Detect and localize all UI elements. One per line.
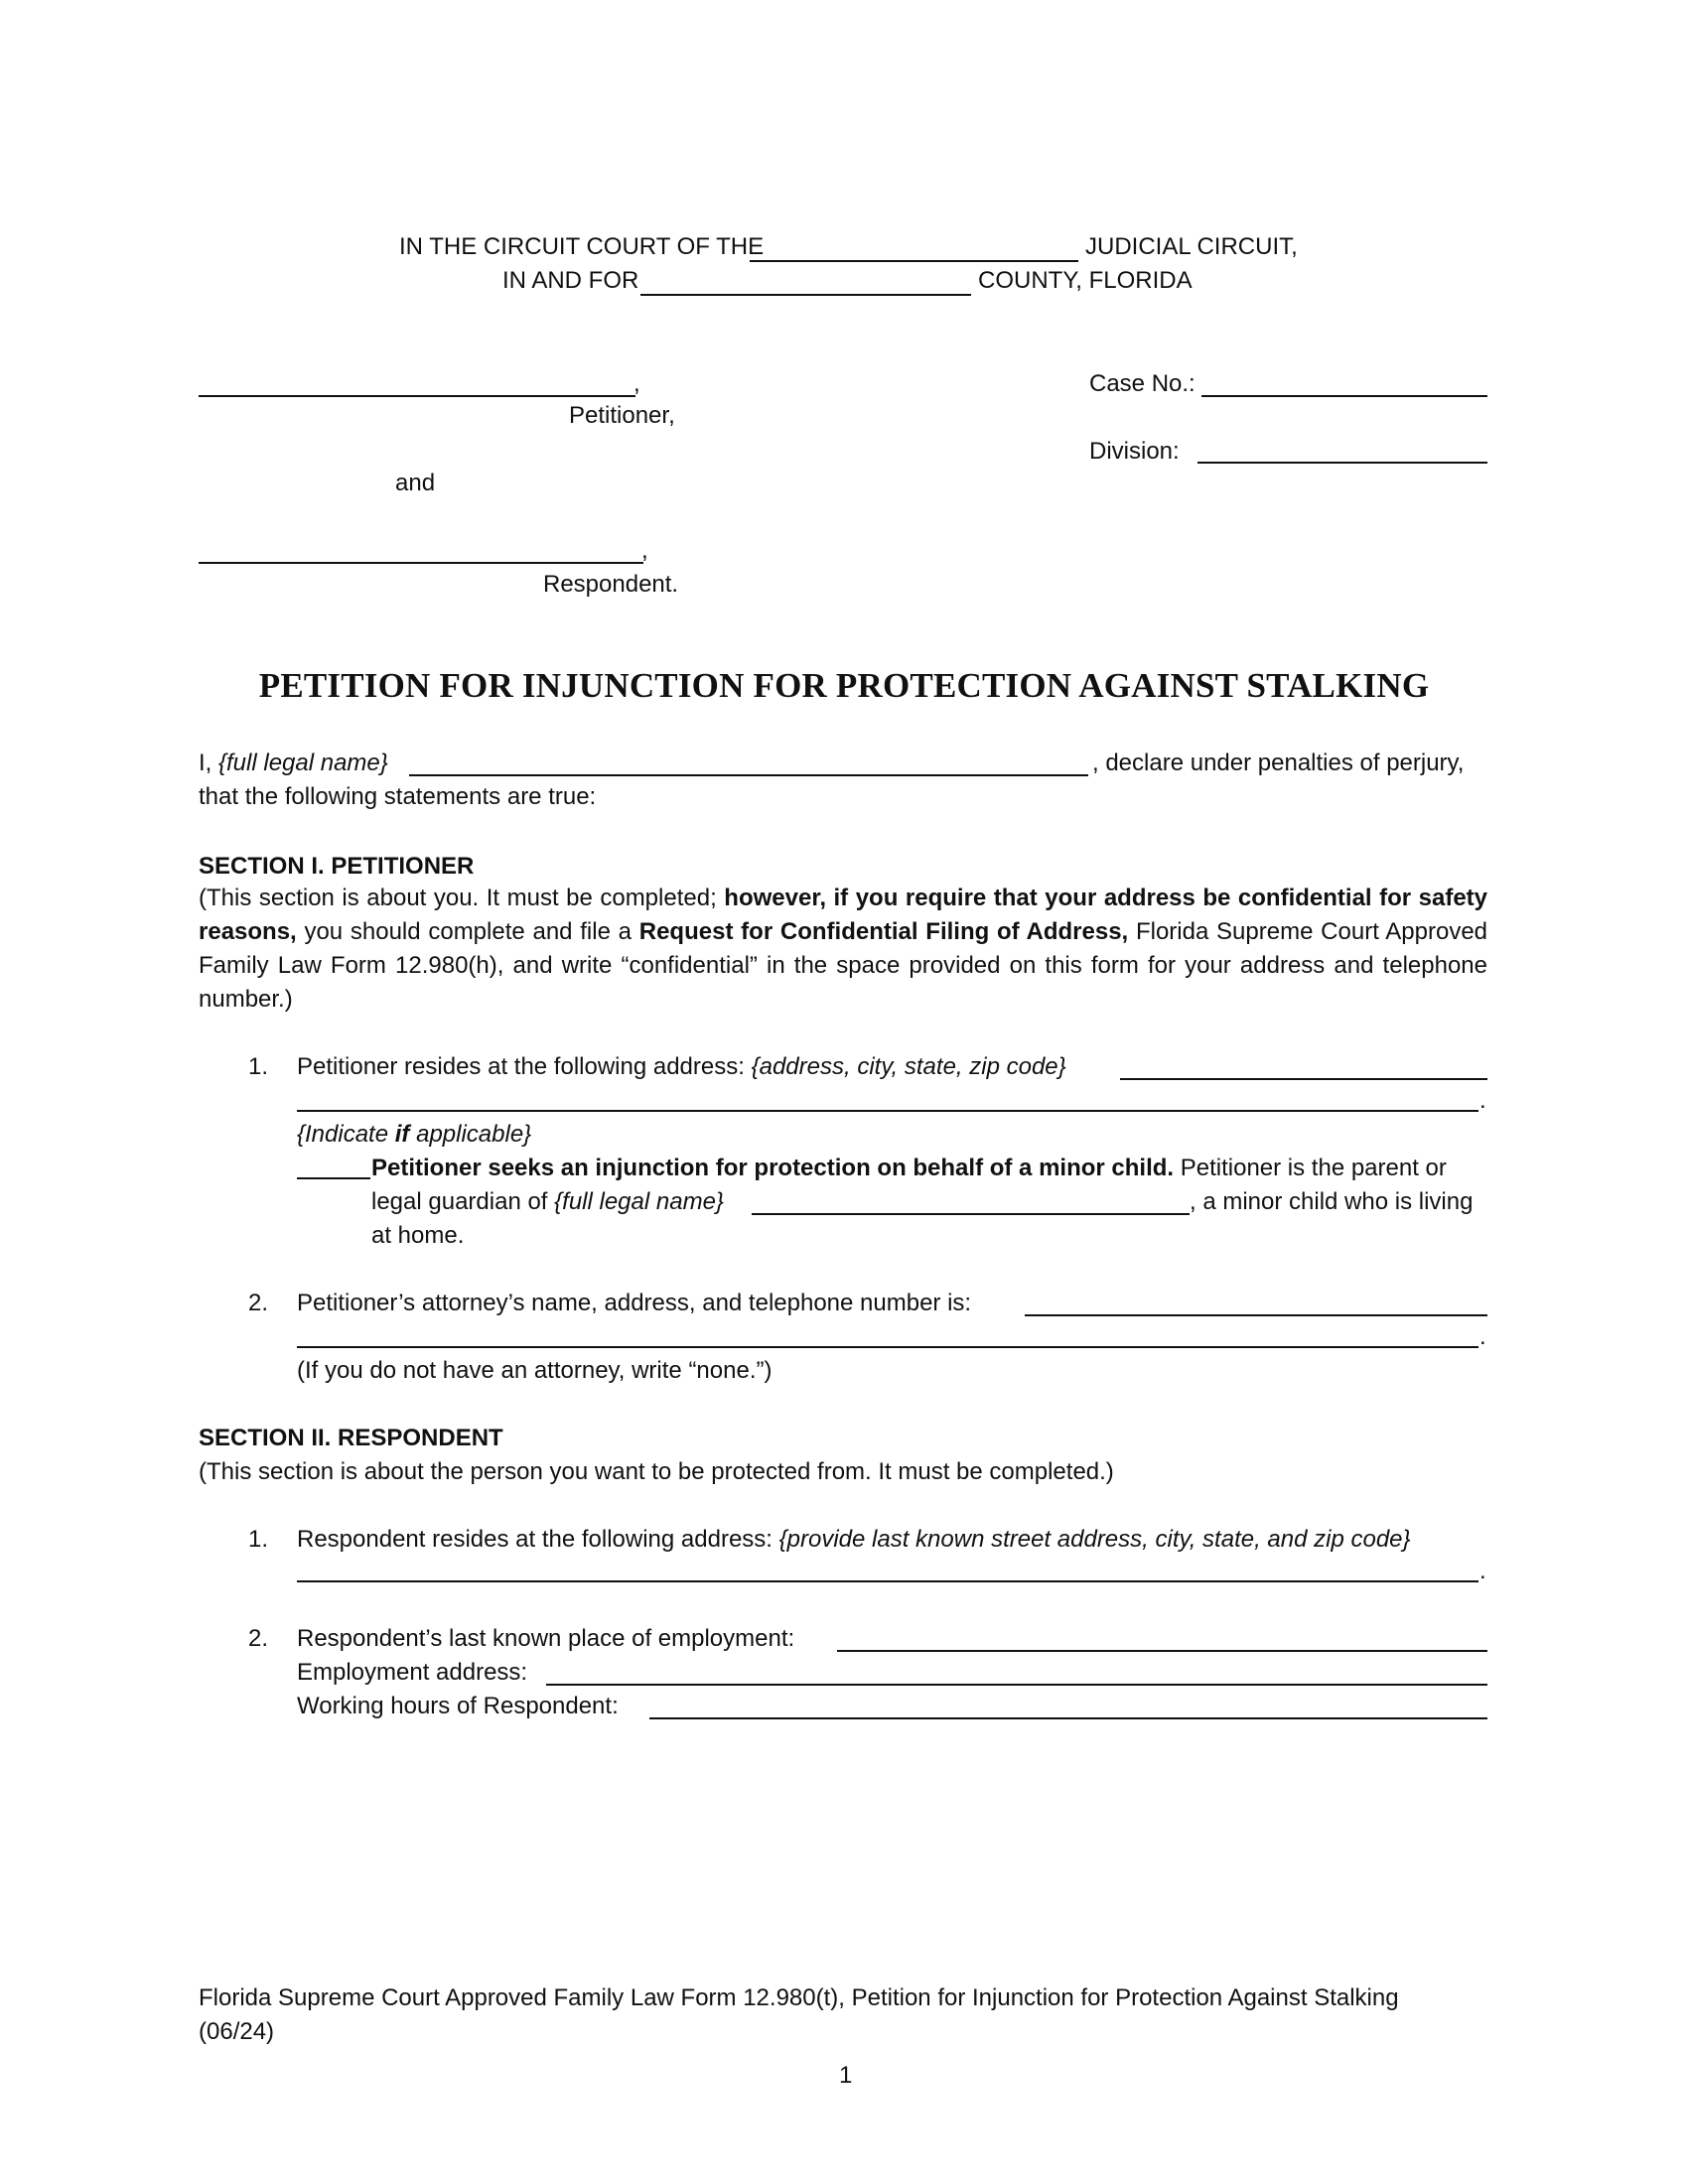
attorney-info-blank-2[interactable] [297,1346,1478,1348]
petitioner-comma: , [633,370,640,397]
section1-heading: SECTION I. PETITIONER [199,853,475,880]
section1-intro [199,882,1487,1017]
judicial-circuit-blank[interactable] [750,260,1078,262]
s1-item1-hint: {address, city, state, zip code} [751,1053,1066,1080]
s2-item2-number: 2. [248,1625,269,1652]
declaration-suffix: , declare under penalties of perjury, [1092,750,1465,776]
indicate-if: if [394,1121,410,1148]
s1-item1-label: Petitioner resides at the following address: [297,1053,752,1080]
s1-item1-period: . [1479,1087,1486,1114]
page-number: 1 [839,2062,853,2089]
footer-form-line: Florida Supreme Court Approved Family Law Form 12.980(t), Petition for Injunction for Protection Against Stalking [199,1984,1399,2011]
case-no-blank[interactable] [1201,395,1487,397]
minor-child-text: Petitioner is the parent or [1174,1155,1447,1181]
petitioner-label: Petitioner, [569,402,675,429]
s1-item1-text [297,1050,1066,1084]
footer [199,1981,1489,2049]
minor-child-bold: Petitioner seeks an injunction for protection on behalf of a minor child. [371,1155,1175,1181]
minor-line2-hint: {full legal name} [554,1188,724,1215]
employment-label: Respondent’s last known place of employment: [297,1625,795,1652]
respondent-address-blank[interactable] [297,1580,1478,1582]
minor-line2-suffix: , a minor child who is living [1190,1188,1474,1215]
minor-child-name-blank[interactable] [752,1213,1190,1215]
employment-blank[interactable] [837,1650,1487,1652]
s2-item1-period: . [1479,1558,1486,1584]
petitioner-address-blank-2[interactable] [297,1110,1478,1112]
minor-line3: at home. [371,1222,465,1249]
indicate-part1: {Indicate [297,1121,395,1148]
s1-item1-number: 1. [248,1053,269,1080]
minor-child-checkbox-blank[interactable] [297,1177,370,1179]
section2-heading: SECTION II. RESPONDENT [199,1425,503,1451]
declaration-prefix: I, [199,750,212,776]
s2-item1-text [297,1523,1411,1557]
section1-intro-part2: you should complete and file a [296,918,639,945]
s1-item2-text: Petitioner’s attorney’s name, address, and telephone number is: [297,1290,972,1316]
county-blank[interactable] [640,294,971,296]
petitioner-name-blank[interactable] [199,395,635,397]
attorney-info-blank[interactable] [1025,1314,1487,1316]
indicate-applicable [297,1118,531,1152]
s1-item2-period: . [1479,1323,1486,1350]
employment-address-label: Employment address: [297,1659,528,1686]
court-line-suffix: JUDICIAL CIRCUIT, [1085,233,1298,260]
minor-line2-prefix: legal guardian of [371,1188,555,1215]
indicate-part2: applicable} [409,1121,532,1148]
respondent-label: Respondent. [543,571,679,598]
employment-address-blank[interactable] [546,1684,1487,1686]
minor-child-line1 [371,1152,1447,1185]
s2-item1-hint: {provide last known street address, city, state, and zip code} [778,1526,1411,1553]
section1-intro-bold1: however, if you require that your address be confidential for safety reasons, [199,885,1488,945]
declaration-name-hint: {full legal name} [218,750,388,776]
case-no-label: Case No.: [1089,370,1196,397]
s2-item1-label: Respondent resides at the following address: [297,1526,779,1553]
division-blank[interactable] [1197,462,1487,464]
s2-item1-number: 1. [248,1526,269,1553]
county-line-prefix: IN AND FOR [502,267,639,294]
declaration-line2: that the following statements are true: [199,783,597,810]
s1-item2-note: (If you do not have an attorney, write “none.”) [297,1357,773,1384]
section1-intro-bold2: Request for Confidential Filing of Address, [638,918,1129,945]
respondent-comma: , [641,537,648,564]
petitioner-address-blank[interactable] [1120,1078,1487,1080]
working-hours-label: Working hours of Respondent: [297,1693,619,1719]
county-line-suffix: COUNTY, FLORIDA [978,267,1193,294]
section2-intro: (This section is about the person you want to be protected from. It must be completed.) [199,1458,1114,1485]
section1-intro-part1: (This section is about you. It must be completed; [199,885,725,911]
s1-item2-number: 2. [248,1290,269,1316]
declarant-name-blank[interactable] [409,774,1088,776]
document-title: PETITION FOR INJUNCTION FOR PROTECTION AGAINST STALKING [258,666,1430,705]
working-hours-blank[interactable] [649,1717,1487,1719]
respondent-name-blank[interactable] [199,562,643,564]
division-label: Division: [1089,438,1180,465]
and-label: and [395,470,436,496]
section1-intro-part3: Florida Supreme Court Approved Family Law Form 12.980(h), and write “confidential” in the space provided on this form for your address and telephone number.) [199,918,1488,1013]
court-line-prefix: IN THE CIRCUIT COURT OF THE [399,233,765,260]
minor-child-line2 [371,1185,724,1219]
footer-revision: (06/24) [199,2018,275,2045]
